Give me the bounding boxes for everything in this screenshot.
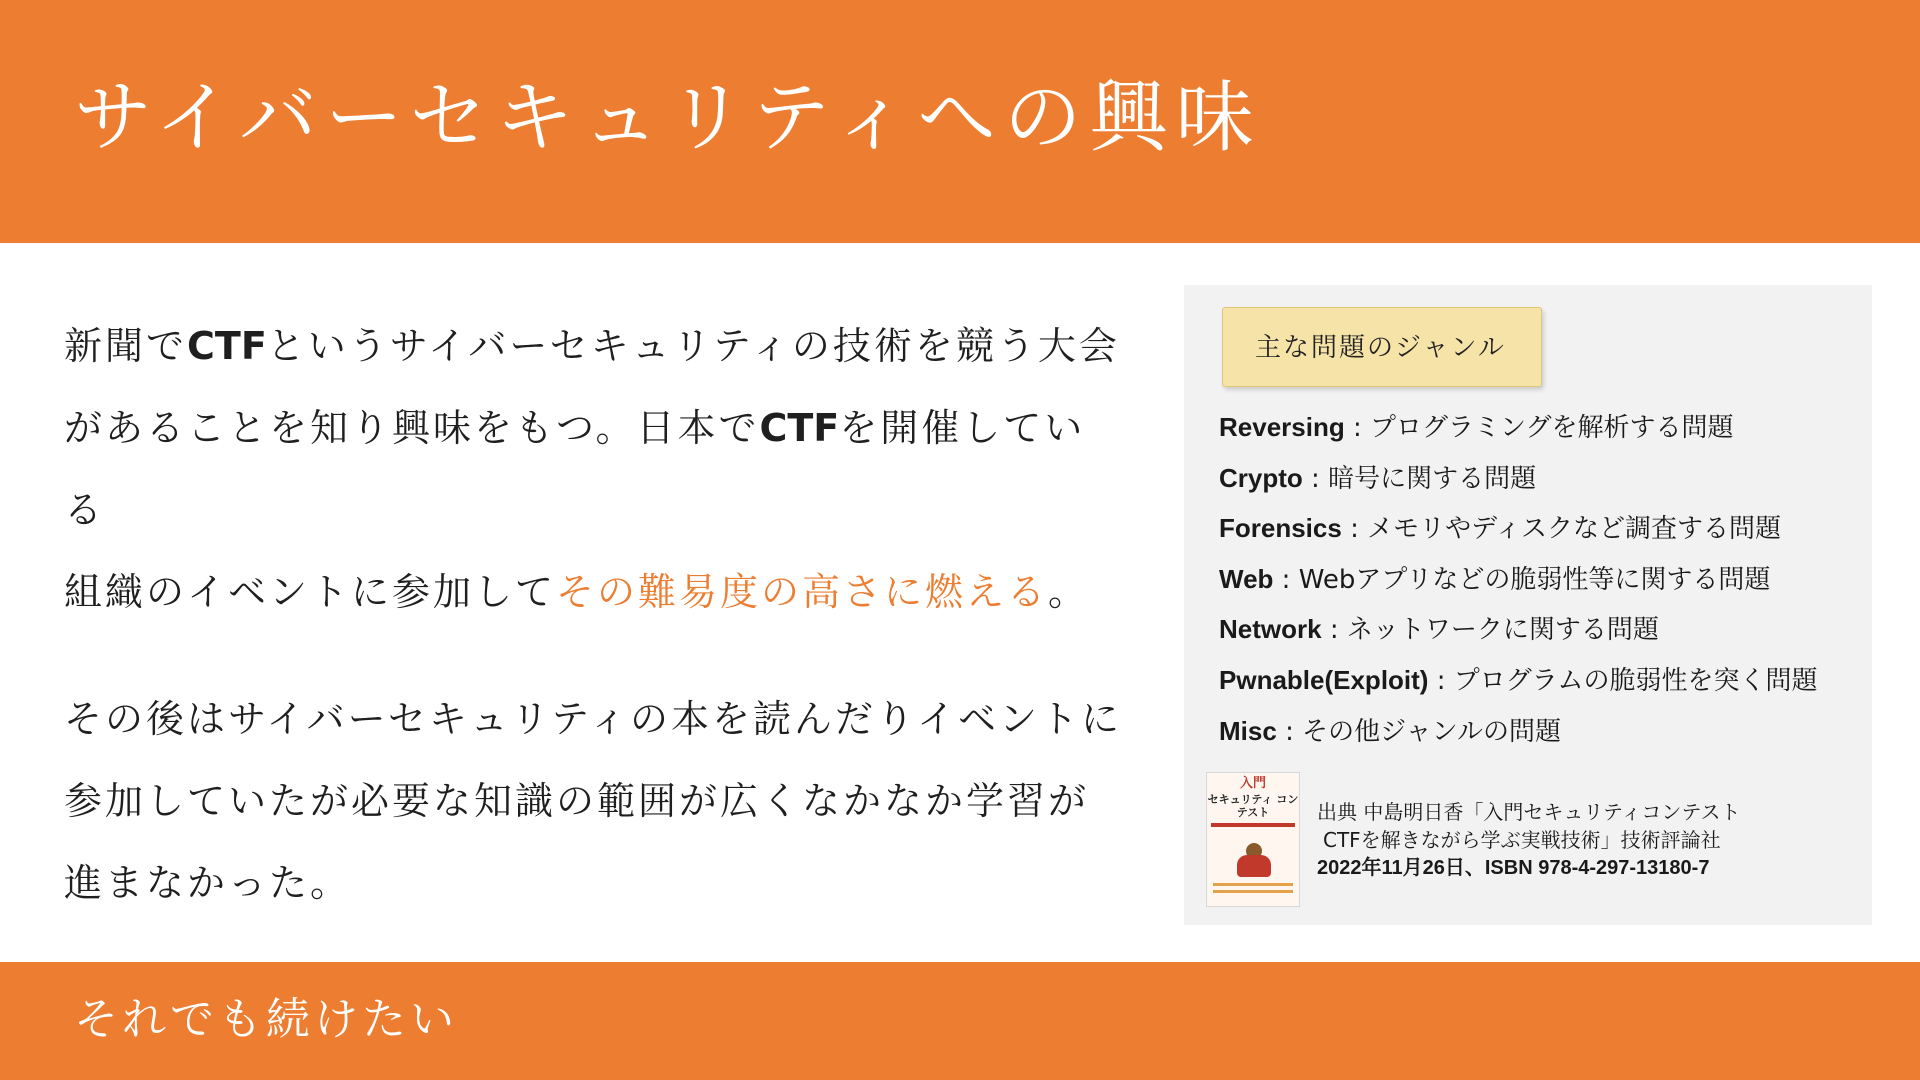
genre-desc: Webアプリなどの脆弱性等に関する問題 <box>1298 564 1771 595</box>
p2-line3: 進まなかった。 <box>64 861 352 905</box>
p1-line2-post: を開催している <box>64 406 1086 532</box>
genre-heading-tag: 主な問題のジャンル <box>1222 307 1542 387</box>
genre-sep: : <box>1302 463 1329 494</box>
footer-text: それでも続けたい <box>74 994 458 1045</box>
p2-line1: その後はサイバーセキュリティの本を読んだりイベントに <box>64 697 1123 741</box>
genre-item-web <box>1219 555 1869 606</box>
genre-sep: : <box>1428 665 1454 696</box>
genre-item-misc <box>1219 707 1869 758</box>
header-bar <box>0 0 1920 243</box>
genre-sep: : <box>1273 564 1299 595</box>
genre-item-reversing <box>1219 403 1869 454</box>
genre-item-pwnable <box>1219 656 1869 707</box>
book-title-line1: 入門 <box>1239 776 1266 791</box>
p1-line2-pre: があることを知り興味をもつ。日本で <box>64 406 760 450</box>
book-stripe <box>1213 883 1293 886</box>
p1-highlight: その難易度の高さに燃える <box>556 570 1049 614</box>
p1-line2-bold: CTF <box>759 406 840 450</box>
genre-desc: 暗号に関する問題 <box>1328 463 1537 494</box>
book-stripe <box>1213 890 1293 893</box>
p1-line1-bold: CTF <box>187 324 267 368</box>
p1-line1-pre: 新聞で <box>64 324 188 368</box>
genre-desc: その他ジャンルの問題 <box>1302 716 1561 747</box>
citation-line1: 出典 中島明日香「入門セキュリティコンテスト <box>1317 800 1741 824</box>
book-stripe <box>1211 823 1295 827</box>
p1-line3-post: 。 <box>1048 570 1090 614</box>
genre-desc: ネットワークに関する問題 <box>1346 615 1659 646</box>
genre-name: Network <box>1219 614 1322 645</box>
main-body <box>64 305 1124 924</box>
genre-item-crypto <box>1219 454 1869 505</box>
genre-list <box>1219 403 1869 757</box>
p2-line2: 参加していたが必要な知識の範囲が広くなかなか学習が <box>64 779 1090 823</box>
citation <box>1317 798 1857 882</box>
citation-line2: CTFを解きながら学ぶ実戦技術」技術評論社 <box>1323 828 1721 852</box>
genre-panel <box>1184 285 1872 925</box>
book-cover-image <box>1206 772 1300 907</box>
genre-item-forensics <box>1219 504 1869 555</box>
paragraph-2 <box>64 678 1124 924</box>
genre-name: Pwnable(Exploit) <box>1219 664 1429 695</box>
book-title-line2: セキュリティ コンテスト <box>1207 793 1299 819</box>
citation-line3: 2022年11月26日、ISBN 978-4-297-13180-7 <box>1317 857 1710 879</box>
genre-sep: : <box>1276 716 1303 747</box>
genre-name: Reversing <box>1219 412 1345 442</box>
slide-title: サイバーセキュリティへの興味 <box>74 73 1262 163</box>
p1-line3-pre: 組織のイベントに参加して <box>64 570 557 614</box>
car-illustration-icon <box>1237 855 1271 877</box>
p1-line1-post: というサイバーセキュリティの技術を競う大会 <box>266 324 1120 368</box>
genre-name: Forensics <box>1219 513 1342 544</box>
genre-name: Misc <box>1219 715 1277 746</box>
genre-item-network <box>1219 605 1869 656</box>
genre-sep: : <box>1341 514 1368 545</box>
footer-bar <box>0 962 1920 1080</box>
genre-desc: プログラムの脆弱性を突く問題 <box>1453 665 1818 696</box>
genre-sep: : <box>1321 615 1347 646</box>
paragraph-1 <box>64 305 1124 633</box>
genre-sep: : <box>1344 413 1371 443</box>
genre-desc: メモリやディスクなど調査する問題 <box>1367 514 1782 545</box>
genre-name: Crypto <box>1219 462 1303 493</box>
genre-name: Web <box>1219 563 1274 594</box>
genre-desc: プログラミングを解析する問題 <box>1370 413 1734 443</box>
